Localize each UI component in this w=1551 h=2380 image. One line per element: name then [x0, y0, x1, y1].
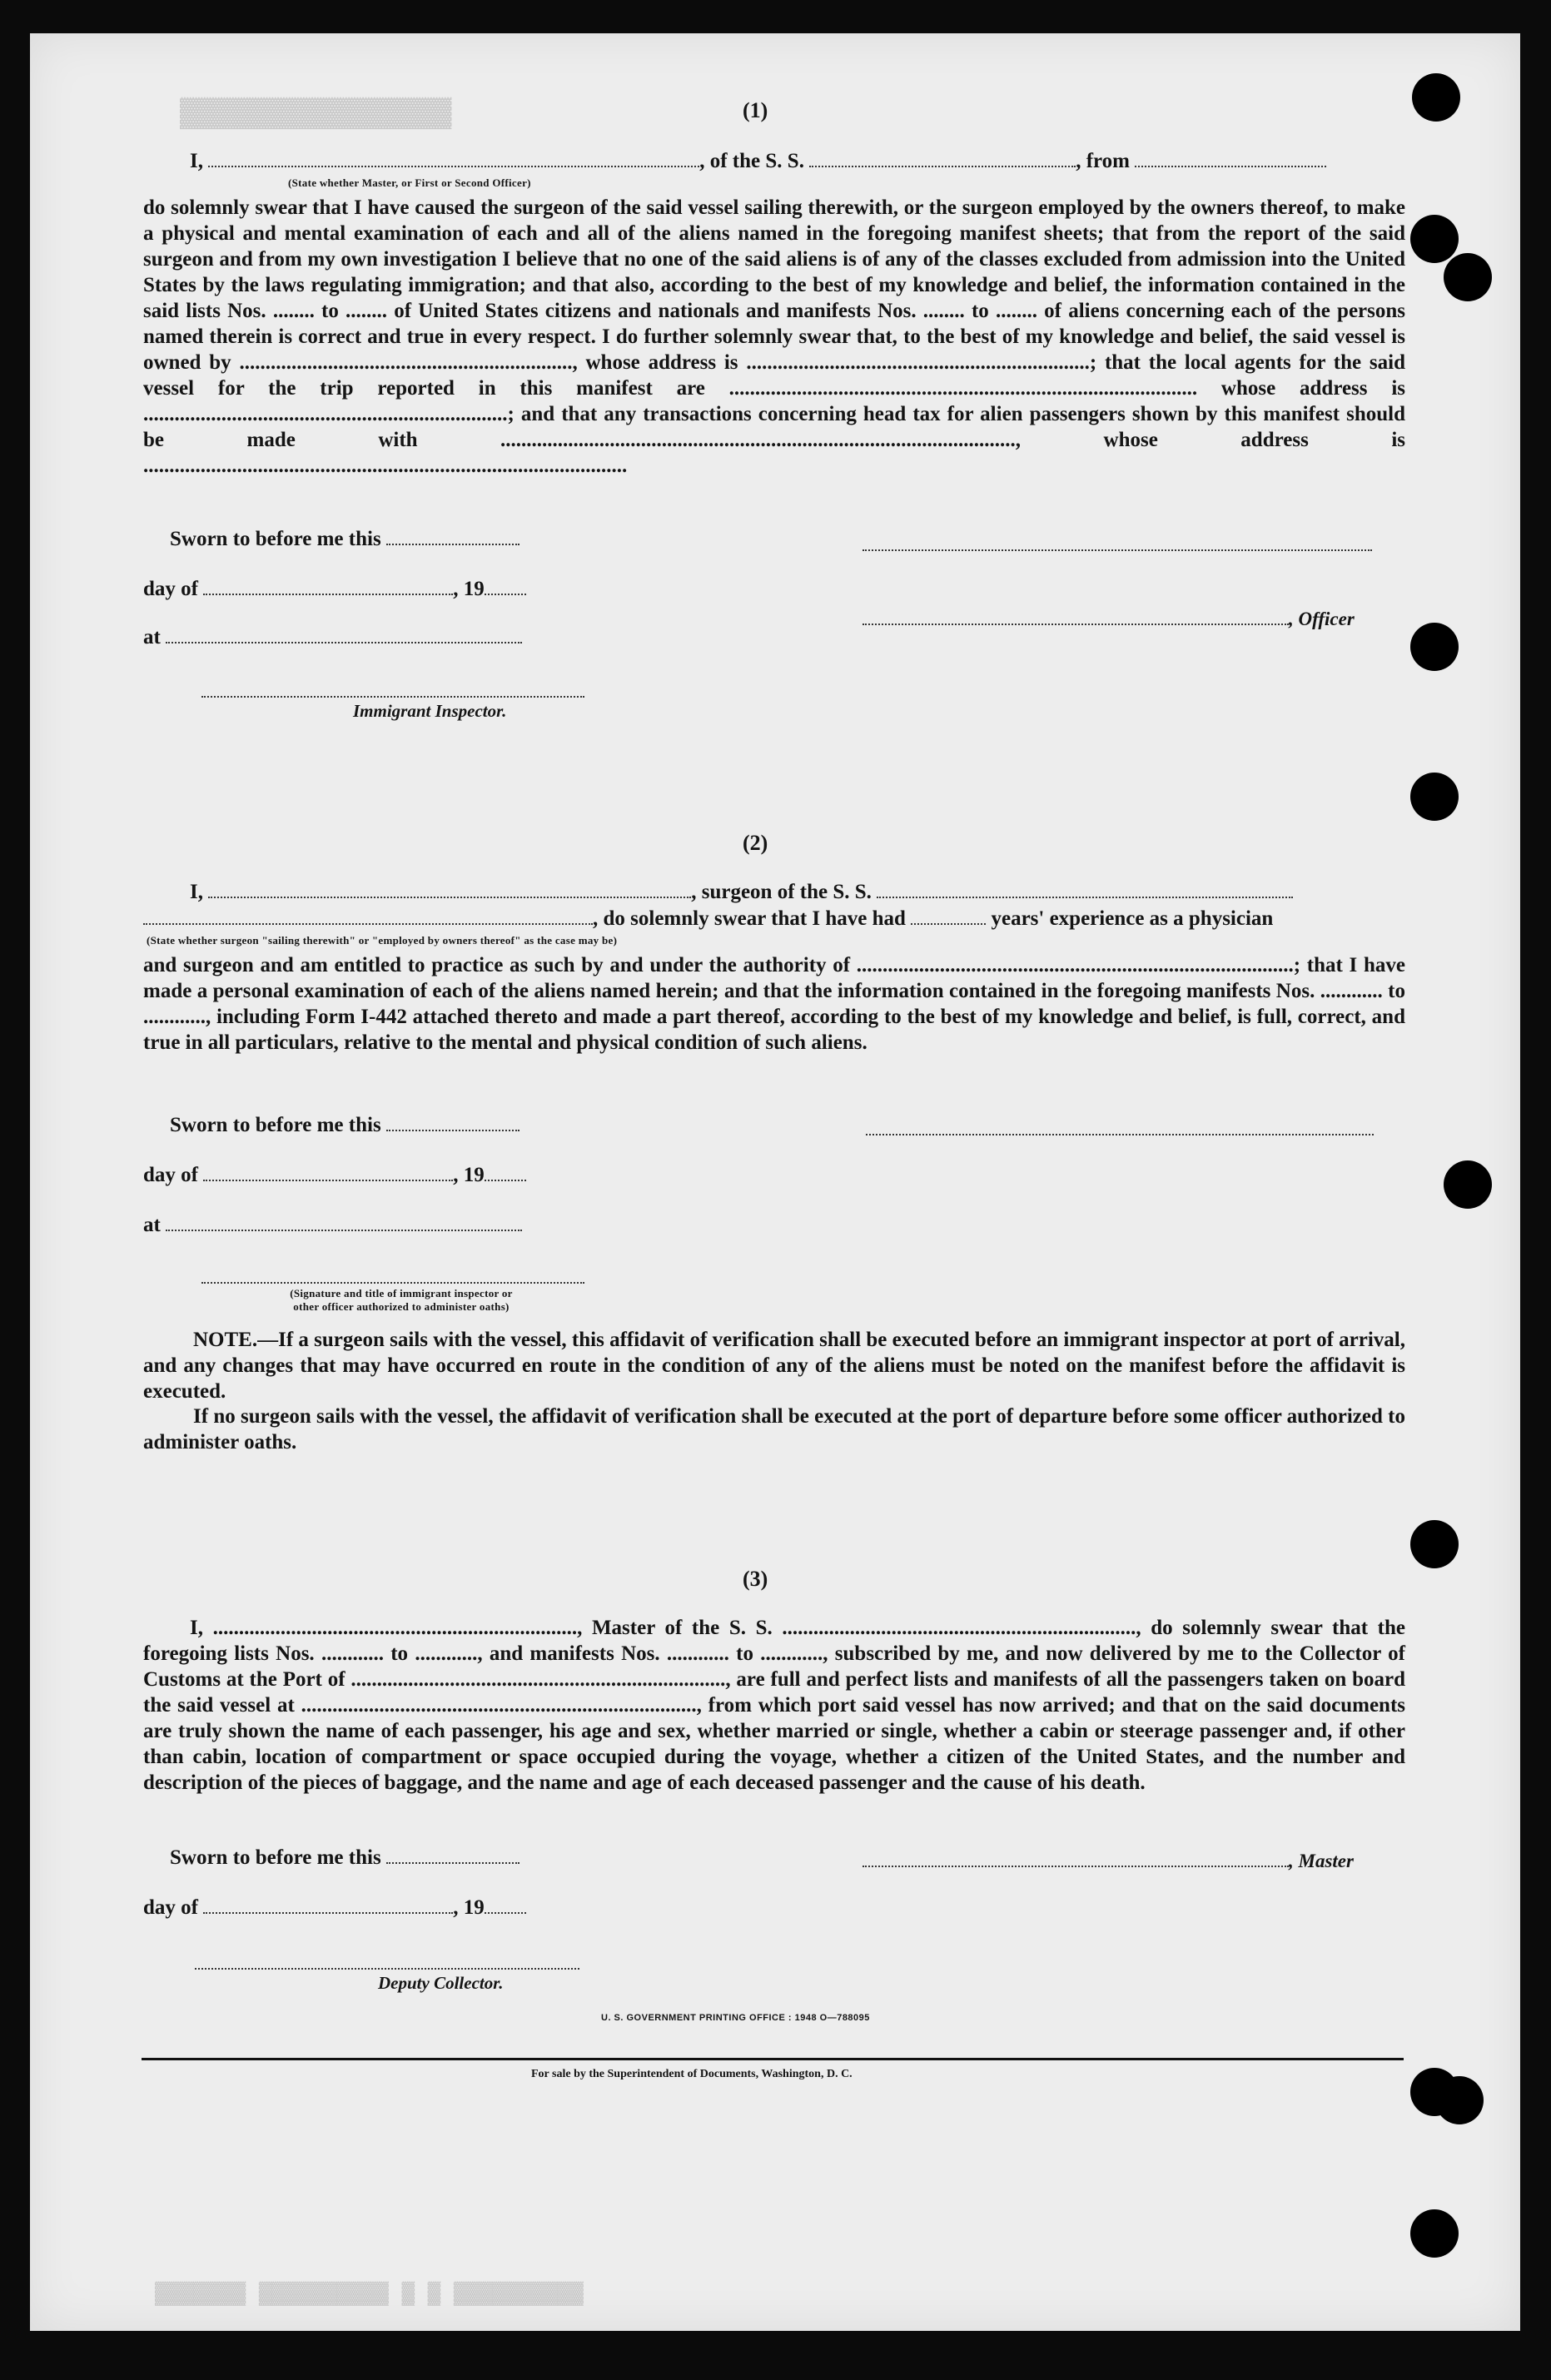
sale-notice: For sale by the Superintendent of Documents, Washington, D. C. — [531, 2068, 853, 2080]
section1-officer-label: , Officer — [1289, 609, 1355, 629]
section3-deputy-signature-line[interactable] — [195, 1968, 579, 1970]
punch-hole — [1410, 2209, 1459, 2258]
surgeon-status-blank[interactable] — [143, 922, 593, 925]
section2-note-2: If no surgeon sails with the vessel, the affidavit of verification shall be executed at the port of departure before some officer authorized to administer oaths. — [143, 1405, 1405, 1453]
section2-day-label: day of — [143, 1164, 198, 1186]
punch-hole — [1435, 2076, 1484, 2124]
punch-hole — [1410, 773, 1459, 821]
years-experience-blank[interactable] — [911, 922, 986, 925]
note-label: NOTE. — [193, 1329, 258, 1351]
section3-master-label: , Master — [1289, 1851, 1354, 1871]
section1-day-line — [143, 578, 526, 601]
section2-note-1 — [143, 1327, 1405, 1404]
section1-signature-line[interactable] — [862, 549, 1372, 551]
note-text-1: —If a surgeon sails with the vessel, this affidavit of verification shall be executed before an immigrant inspector at port of arrival, and any changes that may have occurred en route in the condition of any of the aliens must be noted on the manifest before the affidavit is executed. — [143, 1329, 1405, 1403]
section1-heading: (1) — [743, 98, 768, 122]
section1-at-line — [143, 626, 522, 649]
section1-line1 — [190, 150, 1326, 173]
section1-year-blank[interactable] — [485, 593, 526, 595]
section1-from-label: , from — [1076, 150, 1130, 172]
section3-deputy-label: Deputy Collector. — [378, 1973, 504, 1993]
section3-master-line — [862, 1850, 1354, 1873]
section2-signature-note — [210, 1287, 593, 1314]
section2-authority-signature-line[interactable] — [201, 1282, 584, 1284]
punch-hole — [1410, 215, 1459, 263]
section3-year-blank[interactable] — [485, 1911, 526, 1914]
section1-at-blank[interactable] — [166, 641, 522, 643]
section2-sworn-date-blank[interactable] — [386, 1129, 519, 1131]
bleed-through-stamp: ▓▓▓▓▓▓▓ ▓▓▓▓▓▓▓▓▓▓ ▓ ▓ ▓▓▓▓▓▓▓▓▓▓ — [155, 2281, 584, 2306]
section2-oath-paragraph: and surgeon and am entitled to practice as such by and under the authority of ....................................................................................; that I have made a personal examination of each of the aliens named herein; and that the information contained in the foregoing manifests Nos. ............ to ............, including Form I-442 attached thereto and made a part thereof, according to the best of my knowledge and belief, is full, correct, and true in all particulars, relative to the mental and physical condition of such aliens. — [143, 954, 1405, 1054]
punch-hole — [1410, 1520, 1459, 1568]
section1-day-label: day of — [143, 578, 198, 600]
surgeon-status-note: (State whether surgeon "sailing therewith" or "employed by owners thereof" as the case may be) — [147, 934, 618, 947]
section1-inspector-label: Immigrant Inspector. — [353, 701, 507, 721]
section2-day-blank[interactable] — [203, 1179, 453, 1181]
section1-i-label: I, — [190, 150, 203, 172]
officer-rank-note: (State whether Master, or First or Second Officer) — [288, 176, 531, 189]
section3-sworn-date-blank[interactable] — [386, 1861, 519, 1864]
section2-year-blank[interactable] — [485, 1179, 526, 1181]
section2-year-label: , 19 — [453, 1164, 485, 1186]
section1-ship-label: , of the S. S. — [699, 150, 804, 172]
section3-day-blank[interactable] — [203, 1911, 453, 1914]
ship-name-blank[interactable] — [809, 165, 1076, 167]
bleed-through-mark: ▓▓▓▓▓▓▓▓▓▓▓▓▓▓▓▓ — [180, 98, 452, 130]
punch-hole — [1444, 253, 1492, 301]
section2-at-line — [143, 1214, 522, 1237]
section2-sworn-label: Sworn to before me this — [170, 1114, 381, 1136]
section3-day-line — [143, 1896, 526, 1920]
section2-day-line — [143, 1164, 526, 1187]
section1-sworn-label: Sworn to before me this — [170, 528, 381, 550]
from-port-blank[interactable] — [1135, 165, 1326, 167]
section2-swear-label: , do solemnly swear that I have had — [593, 907, 906, 930]
section2-heading: (2) — [743, 831, 768, 855]
section3-heading: (3) — [743, 1567, 768, 1591]
section2-i-label: I, — [190, 881, 203, 903]
section3-sworn-label: Sworn to before me this — [170, 1846, 381, 1869]
section1-year-label: , 19 — [453, 578, 485, 600]
section2-at-blank[interactable] — [166, 1229, 522, 1231]
signature-note-line1: (Signature and title of immigrant inspector or — [290, 1287, 513, 1299]
punch-hole — [1444, 1160, 1492, 1209]
punch-hole — [1410, 623, 1459, 671]
section2-at-label: at — [143, 1214, 161, 1236]
section1-at-label: at — [143, 626, 161, 648]
signature-note-line2: other officer authorized to administer oaths) — [293, 1300, 510, 1313]
section1-day-blank[interactable] — [203, 593, 453, 595]
section1-inspector-signature-line[interactable] — [201, 696, 584, 698]
section3-oath-paragraph: I, ......................................................................, Master of the S. S. ...................................................................., do solemnly swear that the foregoing lists Nos. ............ to ............, and manifests Nos. ............ to ............, subscribed by me, and now delivered by me to the Collector of Customs at the Port of ........................................................................, are full and perfect lists and manifests of all the passengers taken on board the said vessel at ............................................................................, from which port said vessel has now arrived; and that on the said documents are truly shown the name of each passenger, his age and sex, whether married or single, whether a cabin or steerage passenger and, if other than cabin, location of compartment or space occupied during the voyage, whether a citizen of the United States, and the number and description of the pieces of baggage, and the name and age of each deceased passenger and the cause of his death. — [143, 1617, 1405, 1794]
section2-ship-label: , surgeon of the S. S. — [691, 881, 872, 903]
officer-name-blank[interactable] — [208, 165, 699, 167]
section1-sworn-line — [170, 528, 519, 551]
section1-officer-line — [862, 608, 1355, 631]
section2-signature-line[interactable] — [866, 1134, 1374, 1135]
section1-sworn-date-blank[interactable] — [386, 543, 519, 545]
section2-sworn-line — [170, 1114, 519, 1137]
section2-ship-blank[interactable] — [877, 896, 1293, 898]
section1-oath-paragraph: do solemnly swear that I have caused the surgeon of the said vessel sailing therewith, or the surgeon employed by the owners thereof, to make a physical and mental examination of each and all of the aliens named in the foregoing manifest sheets; that from the report of the said surgeon and from my own investigation I believe that no one of the said aliens is of any of the classes excluded from admission into the United States by the laws regulating immigration; and that also, according to the best of my knowledge and belief, the information contained in the said lists Nos. ........ to ........ of United States citizens and nationals and manifests Nos. ........ to ........ of aliens concerning each of the persons named therein is correct and true in every respect. I do further solemnly swear that, to the best of my knowledge and belief, the said vessel is owned by ................................................................, whose address is ..................................................................; that the local agents for the said vessel for the trip reported in this manifest are .......................................................................................... whose address is ......................................................................; and that any transactions concerning head tax for alien passengers shown by this manifest should be made with ..................................................................................................., whose address is ............................................................................................. — [143, 196, 1405, 477]
gpo-imprint: U. S. GOVERNMENT PRINTING OFFICE : 1948 O—788095 — [601, 2013, 870, 2023]
section1-officer-blank[interactable] — [862, 623, 1289, 625]
footer-rule — [142, 2058, 1404, 2060]
section2-line2 — [143, 907, 1273, 931]
section3-day-label: day of — [143, 1896, 198, 1919]
section3-master-blank[interactable] — [862, 1865, 1289, 1867]
section2-years-label: years' experience as a physician — [991, 907, 1274, 930]
punch-hole — [1412, 73, 1460, 122]
section3-year-label: , 19 — [453, 1896, 485, 1919]
section3-sworn-line — [170, 1846, 519, 1870]
section2-line1 — [190, 881, 1293, 904]
form-page — [30, 33, 1520, 2331]
surgeon-name-blank[interactable] — [208, 896, 691, 898]
